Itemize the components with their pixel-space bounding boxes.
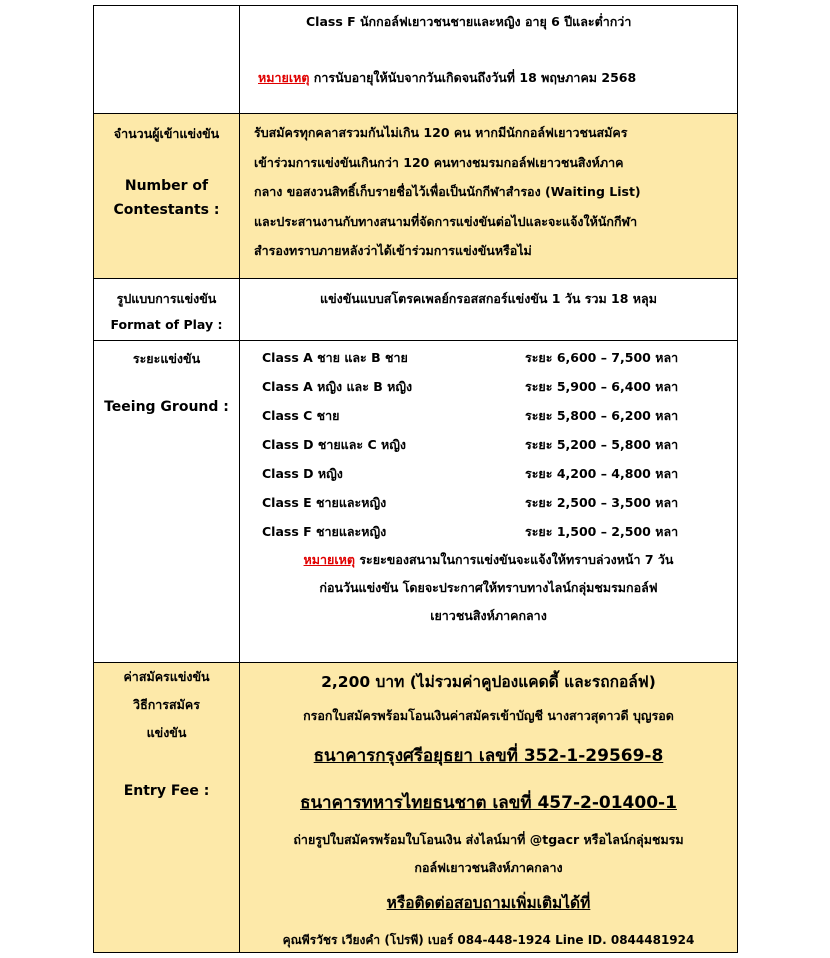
contestants-label-cell <box>94 114 240 279</box>
bank-account-1: ธนาคารกรุงศรีอยุธยา เลขที่ 352-1-29569-8 <box>313 746 664 766</box>
contestants-line: และประสานงานกับทางสนามที่จัดการแข่งขันต่อไปและจะแจ้งให้นักกีฬา <box>254 213 638 229</box>
class-f-text: Class F นักกอล์ฟเยาวชนชายและหญิง อายุ 6 ปีและต่ำกว่า <box>306 14 632 29</box>
distance-row <box>240 343 737 372</box>
contestants-cell <box>240 114 738 279</box>
row-teeing <box>94 341 738 663</box>
format-label-en: Format of Play : <box>110 317 223 332</box>
class-f-cell <box>240 6 738 114</box>
note-label: หมายเหตุ <box>258 70 310 85</box>
row-fee <box>94 663 738 953</box>
transfer-text: กรอกใบสมัครพร้อมโอนเงินค่าสมัครเข้าบัญชี นางสาวสุดาวดี บุญรอด <box>303 708 674 723</box>
distance-range: ระยะ 5,900 – 6,400 หลา <box>525 379 679 394</box>
contestants-label-en-2: Contestants : <box>113 202 220 218</box>
distance-row <box>240 517 737 546</box>
teeing-note-label: หมายเหตุ <box>303 552 355 567</box>
distance-range: ระยะ 5,800 – 6,200 หลา <box>525 408 679 423</box>
age-note <box>240 68 737 88</box>
distance-range: ระยะ 5,200 – 5,800 หลา <box>525 437 679 452</box>
row-class-f <box>94 6 738 114</box>
fee-label-th-3: แข่งขัน <box>146 725 187 740</box>
distance-row <box>240 488 737 517</box>
contact-heading: หรือติดต่อสอบถามเพิ่มเติมได้ที่ <box>386 894 591 912</box>
distance-row <box>240 459 737 488</box>
teeing-label-cell <box>94 341 240 663</box>
fee-amount: 2,200 บาท (ไม่รวมค่าคูปองแคดดี้ และรถกอล์ฟ) <box>321 673 656 691</box>
distance-range: ระยะ 1,500 – 2,500 หลา <box>525 524 679 539</box>
distance-class: Class A หญิง และ B หญิง <box>262 379 413 394</box>
format-label-th: รูปแบบการแข่งขัน <box>116 291 217 306</box>
format-cell <box>240 279 738 341</box>
distance-class: Class C ชาย <box>262 408 340 423</box>
distance-range: ระยะ 2,500 – 3,500 หลา <box>525 495 679 510</box>
distance-range: ระยะ 4,200 – 4,800 หลา <box>525 466 679 481</box>
format-label-cell <box>94 279 240 341</box>
bank-account-2: ธนาคารทหารไทยธนชาต เลขที่ 457-2-01400-1 <box>300 793 677 813</box>
teeing-note <box>240 546 737 630</box>
fee-label-cell <box>94 663 240 953</box>
note-text: การนับอายุให้นับจากวันเกิดจนถึงวันที่ 18 พฤษภาคม 2568 <box>309 70 637 85</box>
teeing-note-text-1: ระยะของสนามในการแข่งขันจะแจ้งให้ทราบล่วงหน้า 7 วัน <box>354 552 674 567</box>
teeing-label-th: ระยะแข่งขัน <box>132 351 201 366</box>
distance-row <box>240 401 737 430</box>
teeing-note-line <box>240 546 737 574</box>
contestants-line: รับสมัครทุกคลาสรวมกันไม่เกิน 120 คน หากมีนักกอล์ฟเยาวชนสมัคร <box>254 125 628 140</box>
distance-range: ระยะ 6,600 – 7,500 หลา <box>525 350 679 365</box>
contestants-text <box>240 114 737 266</box>
send-line-2: กอล์ฟเยาวชนสิงห์ภาคกลาง <box>414 860 563 875</box>
contestants-label-th: จำนวนผู้เข้าแข่งขัน <box>113 126 220 141</box>
distance-row <box>240 372 737 401</box>
contestants-line: เข้าร่วมการแข่งขันเกินกว่า 120 คนทางชมรมกอล์ฟเยาวชนสิงห์ภาค <box>254 154 624 170</box>
teeing-note-line: เยาวชนสิงห์ภาคกลาง <box>430 608 547 623</box>
format-text: แข่งขันแบบสโตรคเพลย์กรอสสกอร์แข่งขัน 1 วัน รวม 18 หลุม <box>320 291 657 306</box>
empty-label-cell <box>94 6 240 114</box>
contact-info: คุณพีรวัชร เวียงคำ (โปรพี) เบอร์ 084-448-1924 Line ID. 0844481924 <box>282 933 695 947</box>
row-contestants <box>94 114 738 279</box>
contestants-label-en-1: Number of <box>124 178 209 194</box>
fee-cell <box>240 663 738 953</box>
distance-row <box>240 430 737 459</box>
contestants-line: กลาง ขอสงวนสิทธิ์เก็บรายชื่อไว้เพื่อเป็นนักกีฬาสำรอง (Waiting List) <box>254 184 641 199</box>
distance-class: Class D หญิง <box>262 466 343 481</box>
distance-class: Class A ชาย และ B ชาย <box>262 350 408 365</box>
distance-list <box>240 343 737 546</box>
distance-class: Class F ชายและหญิง <box>262 524 387 539</box>
fee-label-th-1: ค่าสมัครแข่งขัน <box>123 669 210 684</box>
send-line-1: ถ่ายรูปใบสมัครพร้อมใบโอนเงิน ส่งไลน์มาที่ @tgacr หรือไลน์กลุ่มชมรม <box>293 832 684 847</box>
row-format <box>94 279 738 341</box>
teeing-cell <box>240 341 738 663</box>
distance-class: Class E ชายและหญิง <box>262 495 387 510</box>
contestants-line: สำรองทราบภายหลังว่าได้เข้าร่วมการแข่งขันหรือไม่ <box>254 243 532 258</box>
info-table <box>93 5 738 953</box>
teeing-label-en: Teeing Ground : <box>104 399 229 415</box>
distance-class: Class D ชายและ C หญิง <box>262 437 406 452</box>
teeing-note-line: ก่อนวันแข่งขัน โดยจะประกาศให้ทราบทางไลน์กลุ่มชมรมกอล์ฟ <box>319 580 658 595</box>
fee-label-th-2: วิธีการสมัคร <box>133 697 200 712</box>
fee-label-en: Entry Fee : <box>123 783 210 799</box>
